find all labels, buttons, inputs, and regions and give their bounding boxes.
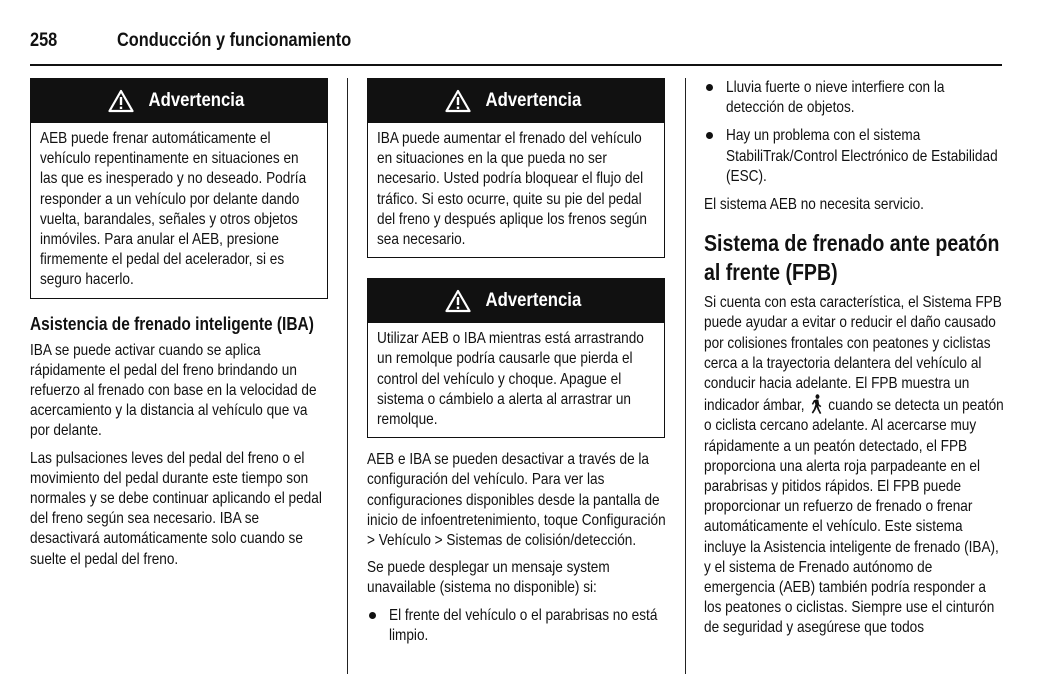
column-1 xyxy=(30,78,330,570)
paragraph-text: Si cuenta con esta característica, el Sistema FPB puede ayudar a evitar o reducir el daño causado por colisiones frontales con peatones y ciclistas cerca a la trayectoria delantera del vehículo al conducir hacia adelante. El FPB muestra un indicador ámbar, xyxy=(704,294,1002,415)
warning-box-aeb xyxy=(30,78,328,299)
pedestrian-icon xyxy=(810,394,823,414)
warning-box-iba xyxy=(367,78,665,258)
paragraph: AEB e IBA se pueden desactivar a través de la configuración del vehículo. Para ver las configuraciones disponibles desde la pantalla de inicio de infoentretenimiento, toque Configuración > Vehículo > Sistemas de colisión/detección. xyxy=(367,451,666,550)
list-item xyxy=(704,126,1004,187)
condition-list xyxy=(367,606,667,646)
section-heading-fpb: Sistema de frenado ante peatón al frente (FPB) xyxy=(704,230,1000,286)
paragraph: Se puede desplegar un mensaje system unavailable (sistema no disponible) si: xyxy=(367,559,610,597)
paragraph-text: cuando se detecta un peatón o ciclista cercano adelante. Al acercarse muy rápidamente a un peatón detectado, el FPB proporciona una alerta roja parpadeante en el parabrisas y pitidos rápidos. El FPB puede proporcionar un refuerzo de frenado o frenar automáticamente el vehículo. Este sistema incluye la Asistencia inteligente de frenado (IBA), y el sistema de Frenado autónomo de emergencia (AEB) también podría responder a los peatones o ciclistas. Siempre use el cinturón de seguridad y asegúrese que todos xyxy=(704,397,1004,637)
page-header xyxy=(30,30,1002,66)
warning-body xyxy=(368,123,664,257)
warning-triangle-icon xyxy=(108,89,134,113)
list-item xyxy=(704,78,1004,118)
bullet-icon xyxy=(369,612,376,619)
page-number: 258 xyxy=(30,30,58,51)
warning-triangle-icon xyxy=(445,89,471,113)
list-item-text: Lluvia fuerte o nieve interfiere con la detección de objetos. xyxy=(726,79,945,117)
warning-header xyxy=(368,79,664,123)
section-heading-iba: Asistencia de frenado inteligente (IBA) xyxy=(30,313,314,334)
warning-header xyxy=(368,279,664,323)
warning-text: IBA puede aumentar el frenado del vehículo en situaciones en la que pueda no ser necesario. Usted podría bloquear el flujo del tráfico. Si esto ocurre, quite su pie del pedal del freno y después aplique los frenos según sea necesario. xyxy=(377,130,647,249)
paragraph-fpb xyxy=(704,293,1004,638)
paragraph: El sistema AEB no necesita servicio. xyxy=(704,196,924,214)
condition-list xyxy=(704,78,1004,187)
bullet-icon xyxy=(706,84,713,91)
warning-text: AEB puede frenar automáticamente el vehículo repentinamente en situaciones en las que es inesperado y no deseado. Podría responder a un vehículo por delante dando vuelta, barandales, señales y otros objetos inmóviles. Para anular el AEB, presione firmemente el pedal del acelerador, si es seguro hacerlo. xyxy=(40,130,307,289)
paragraph: IBA se puede activar cuando se aplica rápidamente el pedal del freno brindando un refuerzo al frenado con base en la velocidad de acercamiento y la distancia al vehículo que va por delante. xyxy=(30,341,317,440)
column-3 xyxy=(704,78,1004,639)
warning-body xyxy=(31,123,327,298)
paragraph: Las pulsaciones leves del pedal del freno o el movimiento del pedal durante este tiempo son normales y se debe continuar aplicando el pedal del freno según sea necesario. IBA se desactivará automáticamente solo cuando se suelte el pedal del freno. xyxy=(30,449,322,568)
chapter-title: Conducción y funcionamiento xyxy=(117,30,352,51)
warning-text: Utilizar AEB o IBA mientras está arrastrando un remolque podría causarle que pierda el control del vehículo y choque. Apague el sistema o cámbielo a alerta al arrastrar un remolque. xyxy=(377,330,644,429)
column-divider xyxy=(685,78,686,674)
column-divider xyxy=(347,78,348,674)
warning-body xyxy=(368,323,664,437)
warning-label: Advertencia xyxy=(485,90,581,111)
warning-triangle-icon xyxy=(445,289,471,313)
warning-header xyxy=(31,79,327,123)
bullet-icon xyxy=(706,132,713,139)
column-2 xyxy=(367,78,667,654)
list-item xyxy=(367,606,667,646)
warning-label: Advertencia xyxy=(485,290,581,312)
warning-label: Advertencia xyxy=(148,90,244,111)
list-item-text: Hay un problema con el sistema StabiliTrak/Control Electrónico de Estabilidad (ESC). xyxy=(726,127,998,185)
list-item-text: El frente del vehículo o el parabrisas no está limpio. xyxy=(389,606,658,644)
warning-box-trailer xyxy=(367,278,665,438)
